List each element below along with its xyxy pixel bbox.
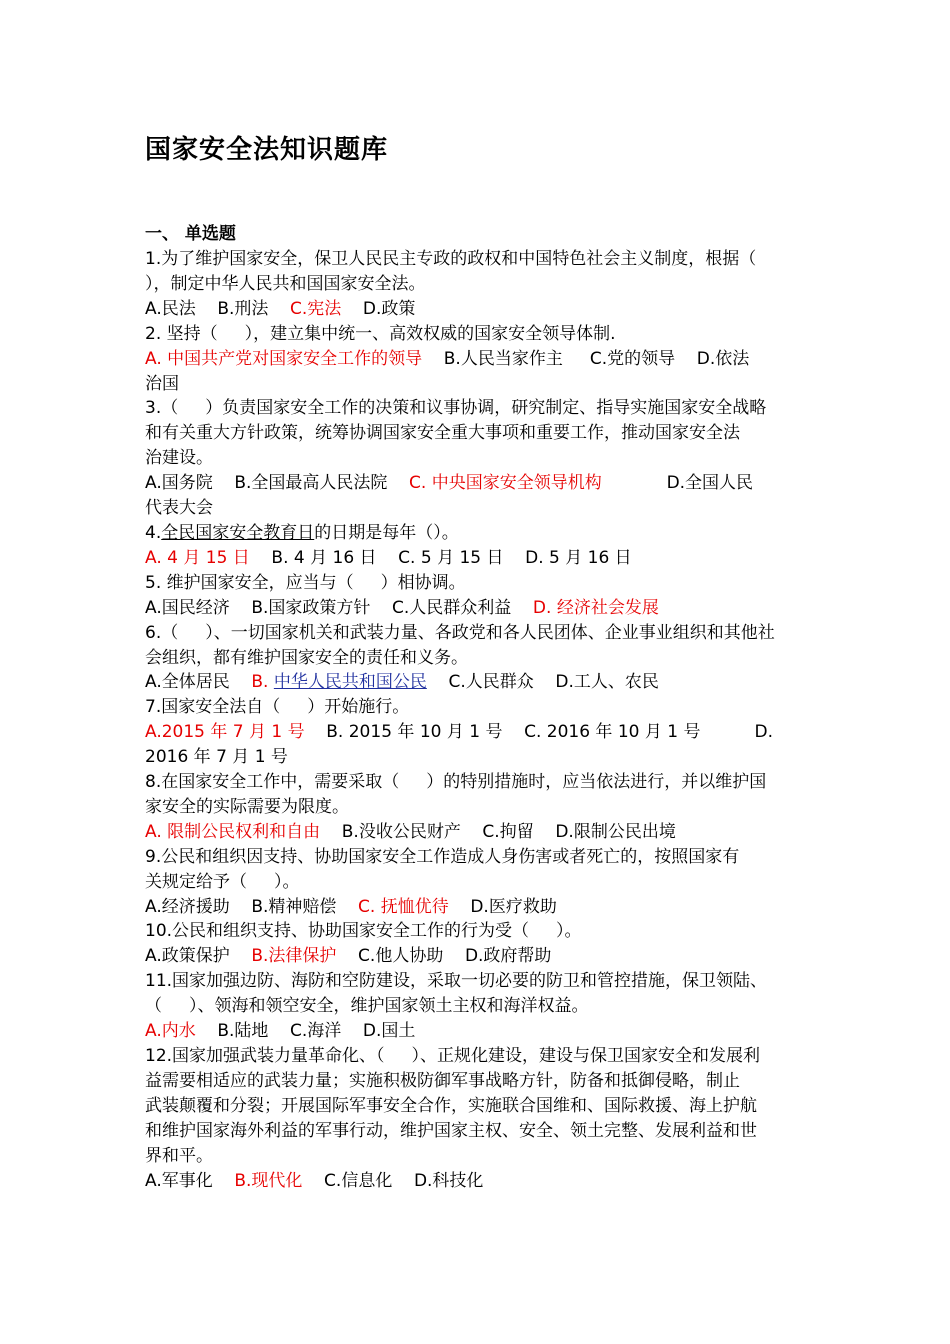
text-segment: 治建设。 — [145, 448, 213, 469]
text-line — [145, 1144, 825, 1169]
text-line — [145, 322, 825, 347]
text-segment: 9.公民和组织因支持、协助国家安全工作造成人身伤害或者死亡的，按照国家有 — [145, 846, 740, 867]
text-line — [145, 944, 825, 969]
document-page — [145, 130, 825, 1193]
text-line — [145, 496, 825, 521]
text-segment: A.全体居民 — [145, 672, 252, 693]
text-segment: 界和平。 — [145, 1145, 213, 1166]
answer-text: A. 限制公民权利和自由 — [145, 821, 321, 842]
text-segment: 关规定给予（ ）。 — [145, 871, 300, 892]
answer-text: B.法律保护 — [251, 946, 337, 967]
text-segment: 益需要相适应的武装力量；实施积极防御军事战略方针，防备和抵御侵略，制止 — [145, 1070, 740, 1091]
answer-text: A. 4 月 15 日 — [145, 547, 250, 568]
text-line — [145, 820, 825, 845]
answer-text: C.宪法 — [290, 298, 342, 319]
text-segment: 12.国家加强武装力量革命化、（ ）、正规化建设，建设与保卫国家安全和发展利 — [145, 1046, 761, 1066]
text-line — [145, 895, 825, 920]
text-segment: B. 2015 年 10 月 1 号 C. 2016 年 10 月 1 号 D. — [304, 722, 774, 743]
text-line — [145, 247, 825, 272]
text-segment: C.他人协助 D.政府帮助 — [336, 946, 552, 967]
text-segment: B.刑法 — [195, 298, 291, 319]
text-line — [145, 421, 825, 446]
text-segment: D.全国人民 — [601, 473, 754, 494]
text-line — [145, 670, 825, 695]
text-line — [145, 770, 825, 795]
text-segment: 5. 维护国家安全，应当与（ ）相协调。 — [145, 572, 466, 593]
text-segment: 3.（ ）负责国家安全工作的决策和议事协调，研究制定、指导实施国家安全战略 — [145, 398, 767, 419]
text-segment: 2016 年 7 月 1 号 — [145, 747, 288, 768]
text-line — [145, 720, 825, 745]
text-line — [145, 1094, 825, 1119]
text-segment: A.国民经济 B.国家政策方针 C.人民群众利益 — [145, 597, 533, 618]
answer-text: A.2015 年 7 月 1 号 — [145, 722, 305, 743]
text-segment: 7.国家安全法自（ ）开始施行。 — [145, 697, 410, 718]
text-line — [145, 845, 825, 870]
answer-text: C. 抚恤优待 — [358, 896, 449, 917]
text-line — [145, 372, 825, 397]
answer-text: B.现代化 — [234, 1170, 303, 1191]
text-segment: ），制定中华人民共和国国家安全法。 — [145, 273, 426, 294]
text-segment: 6.（ ）、一切国家机关和武装力量、各政党和各人民团体、企业事业组织和其他社 — [145, 622, 775, 643]
text-segment: 代表大会 — [145, 498, 213, 519]
text-segment: 的日期是每年（）。 — [314, 522, 459, 543]
text-segment: （ ）、领海和领空安全，维护国家领土主权和海洋权益。 — [145, 996, 589, 1017]
text-line — [145, 994, 825, 1019]
text-line — [145, 396, 825, 421]
text-line — [145, 1019, 825, 1044]
answer-text: C. 中央国家安全领导机构 — [409, 473, 602, 494]
text-line — [145, 1044, 825, 1069]
text-segment: 8.在国家安全工作中，需要采取（ ）的特别措施时，应当依法进行，并以维护国 — [145, 772, 767, 793]
text-segment: B. 4 月 16 日 C. 5 月 15 日 D. 5 月 16 日 — [249, 547, 632, 568]
answer-text: B. — [251, 672, 274, 693]
text-segment: A.政策保护 — [145, 946, 252, 967]
text-segment: A.国务院 B.全国最高人民法院 — [145, 473, 410, 494]
text-segment: 武装颠覆和分裂；开展国际军事安全合作，实施联合国维和、国际救援、海上护航 — [145, 1095, 757, 1116]
text-segment: A.民法 — [145, 298, 196, 319]
link-text[interactable]: 中华人民共和国公民 — [273, 672, 427, 693]
text-segment: 2. 坚持（ ），建立集中统一、高效权威的国家安全领导体制. — [145, 323, 616, 344]
text-segment: D.医疗救助 — [448, 896, 557, 917]
text-line — [145, 646, 825, 671]
text-line — [145, 1119, 825, 1144]
text-line — [145, 521, 825, 546]
text-line — [145, 471, 825, 496]
text-line — [145, 1069, 825, 1094]
text-line — [145, 546, 825, 571]
answer-text: D. 经济社会发展 — [532, 597, 659, 618]
text-line — [145, 571, 825, 596]
text-segment: 和有关重大方针政策，统筹协调国家安全重大事项和重要工作，推动国家安全法 — [145, 423, 740, 444]
section-heading: 一、 单选题 — [145, 224, 236, 244]
text-segment: 家安全的实际需要为限度。 — [145, 796, 349, 817]
text-segment: C.人民群众 D.工人、农民 — [426, 672, 659, 693]
text-segment: 全民国家安全教育日 — [161, 522, 315, 543]
document-title: 国家安全法知识题库 — [145, 135, 389, 165]
text-segment: C.信息化 D.科技化 — [302, 1170, 484, 1191]
text-line — [145, 695, 825, 720]
text-segment: D.政策 — [341, 298, 416, 319]
text-line — [145, 795, 825, 820]
text-line — [145, 347, 825, 372]
question-list — [145, 247, 825, 1193]
text-line — [145, 446, 825, 471]
text-segment: A.经济援助 B.精神赔偿 — [145, 896, 359, 917]
text-segment: 治国 — [145, 373, 179, 394]
text-segment: 会组织，都有维护国家安全的责任和义务。 — [145, 647, 468, 668]
text-line — [145, 745, 825, 770]
answer-text: A. 中国共产党对国家安全工作的领导 — [145, 348, 423, 369]
text-segment: 1.为了维护国家安全，保卫人民民主专政的政权和中国特色社会主义制度，根据（ — [145, 249, 757, 269]
text-line — [145, 969, 825, 994]
text-line — [145, 870, 825, 895]
text-segment: 11.国家加强边防、海防和空防建设，采取一切必要的防卫和管控措施，保卫领陆、 — [145, 971, 768, 992]
text-line — [145, 919, 825, 944]
text-segment: A.军事化 — [145, 1170, 235, 1191]
text-line — [145, 1169, 825, 1194]
text-segment: B.没收公民财产 C.拘留 D.限制公民出境 — [320, 821, 676, 842]
text-line — [145, 272, 825, 297]
text-segment: 10.公民和组织支持、协助国家安全工作的行为受（ ）。 — [145, 921, 582, 942]
text-segment: B.人民当家作主 C.党的领导 D.依法 — [422, 348, 750, 369]
text-line — [145, 297, 825, 322]
text-segment: 4. — [145, 522, 162, 543]
text-line — [145, 596, 825, 621]
text-line — [145, 621, 825, 646]
text-segment: B.陆地 C.海洋 D.国土 — [195, 1021, 416, 1042]
text-segment: 和维护国家海外利益的军事行动，维护国家主权、安全、领土完整、发展利益和世 — [145, 1120, 757, 1141]
answer-text: A.内水 — [145, 1021, 196, 1042]
